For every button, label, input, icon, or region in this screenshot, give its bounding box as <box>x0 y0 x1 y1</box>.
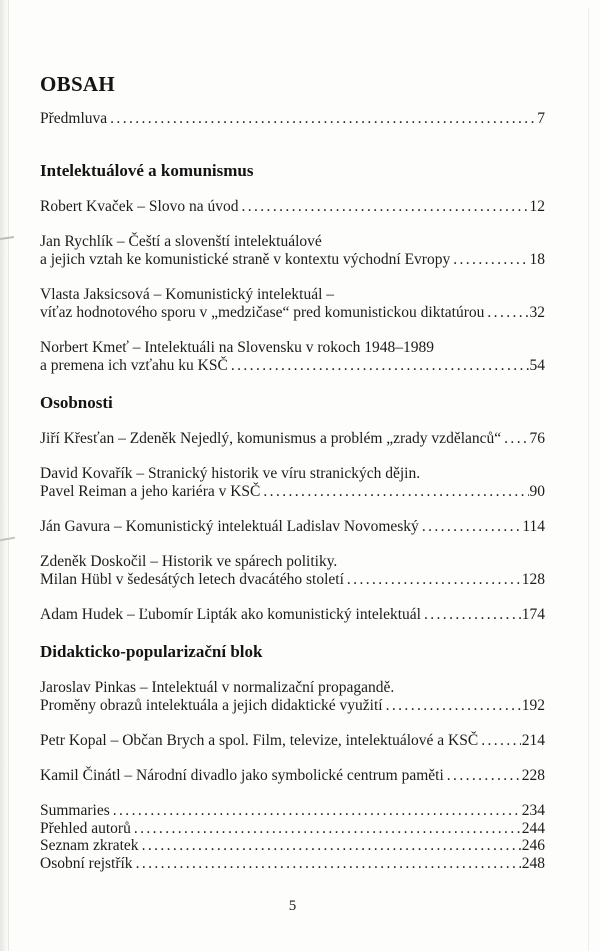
entry-page-number: 246 <box>521 837 545 854</box>
entry-text-line1: Jan Rychlík – Čeští a slovenští intelektuálové <box>40 233 322 250</box>
entry-page-number: 234 <box>521 802 545 819</box>
dot-leader <box>110 110 536 128</box>
toc-entry <box>40 553 545 589</box>
entry-page-number: 7 <box>537 110 545 127</box>
entry-text: Předmluva <box>40 110 108 127</box>
toc-entry <box>40 855 545 873</box>
entry-text: Robert Kvaček – Slovo na úvod <box>40 198 239 215</box>
dot-leader <box>504 430 528 448</box>
entry-page-number: 214 <box>521 732 545 749</box>
dot-leader <box>487 304 528 322</box>
entry-text-line1: Zdeněk Doskočil – Historik ve spárech politiky. <box>40 553 338 570</box>
toc-entry <box>40 339 545 375</box>
entry-text-line1: David Kovařík – Stranický historik ve víru stranických dějin. <box>40 465 421 482</box>
entry-text: Osobní rejstřík <box>40 854 133 872</box>
entry-text: Přehled autorů <box>40 819 131 837</box>
entry-text: Ján Gavura – Komunistický intelektuál Ladislav Novomeský <box>40 518 419 535</box>
entry-text: Jiří Křesťan – Zdeněk Nejedlý, komunismus a problém „zrady vzdělanců“ <box>40 430 502 447</box>
entry-text-line2: a jejich vztah ke komunistické straně v kontextu východní Evropy <box>40 251 451 268</box>
dot-leader <box>241 198 528 216</box>
entry-page-number: 244 <box>521 819 545 837</box>
entry-text-line2: Milan Hübl v šedesátých letech dvacátého století <box>40 571 344 588</box>
toc-entry <box>40 767 545 785</box>
dot-leader <box>113 802 521 820</box>
entry-page-number: 32 <box>529 304 545 321</box>
toc-entry <box>40 465 545 501</box>
entry-text-line1: Vlasta Jaksicsová – Komunistický intelektuál – <box>40 286 335 303</box>
toc-entry <box>40 837 545 855</box>
toc-entry <box>40 732 545 750</box>
toc-entry <box>40 820 545 838</box>
toc-entry <box>40 233 545 269</box>
entry-page-number: 90 <box>529 483 545 500</box>
dot-leader <box>481 732 521 750</box>
toc-entry <box>40 198 545 216</box>
toc-entry <box>40 518 545 536</box>
entry-text-line2: Pavel Reiman a jeho kariéra v KSČ <box>40 483 261 500</box>
entry-page-number: 114 <box>522 518 545 535</box>
dot-leader <box>263 483 528 501</box>
entry-text-line1: Norbert Kmeť – Intelektuáli na Slovensku v rokoch 1948–1989 <box>40 339 435 356</box>
entry-page-number: 54 <box>529 357 545 374</box>
back-matter-list <box>40 802 545 872</box>
entry-text-line2: a premena ich vzťahu ku KSČ <box>40 357 228 374</box>
dot-leader <box>142 837 521 855</box>
entry-page-number: 228 <box>521 767 545 784</box>
entry-text: Adam Hudek – Ľubomír Lipták ako komunistický intelektuál <box>40 606 421 623</box>
toc-entry <box>40 430 545 448</box>
entry-page-number: 128 <box>521 571 545 588</box>
entry-text: Seznam zkratek <box>40 837 139 854</box>
toc-entry <box>40 606 545 624</box>
dot-leader <box>347 571 521 589</box>
dot-leader <box>447 767 521 785</box>
entry-page-number: 76 <box>529 430 545 447</box>
section-heading: Didakticko-popularizační blok <box>40 642 263 661</box>
entry-page-number: 192 <box>521 697 545 714</box>
toc-title: OBSAH <box>40 72 116 96</box>
toc-entry <box>40 802 545 820</box>
entry-text-line1: Jaroslav Pinkas – Intelektuál v normalizační propagandě. <box>40 679 395 696</box>
dot-leader <box>134 820 521 838</box>
page-number-footer: 5 <box>288 898 297 914</box>
entry-page-number: 174 <box>521 606 545 623</box>
dot-leader <box>422 518 522 536</box>
section-heading: Intelektuálové a komunismus <box>40 161 254 180</box>
entry-page-number: 248 <box>521 854 545 872</box>
dot-leader <box>453 251 528 269</box>
entry-text: Petr Kopal – Občan Brych a spol. Film, televize, intelektuálové a KSČ <box>40 732 479 749</box>
entry-text: Summaries <box>40 802 110 819</box>
entry-text-line2: víťaz hodnotového sporu v „medzičase“ pred komunistickou diktatúrou <box>40 304 485 321</box>
entry-page-number: 12 <box>529 198 545 215</box>
dot-leader <box>386 697 521 715</box>
dot-leader <box>136 855 521 873</box>
dot-leader <box>424 606 521 624</box>
toc-entry <box>40 110 545 128</box>
toc-entry <box>40 679 545 715</box>
dot-leader <box>231 357 529 375</box>
entry-text: Kamil Činátl – Národní divadlo jako symbolické centrum paměti <box>40 767 444 784</box>
toc-entry <box>40 286 545 322</box>
entry-page-number: 18 <box>529 251 545 268</box>
section-heading: Osobnosti <box>40 393 113 412</box>
entry-text-line2: Proměny obrazů intelektuála a jejich didaktické využití <box>40 697 383 714</box>
